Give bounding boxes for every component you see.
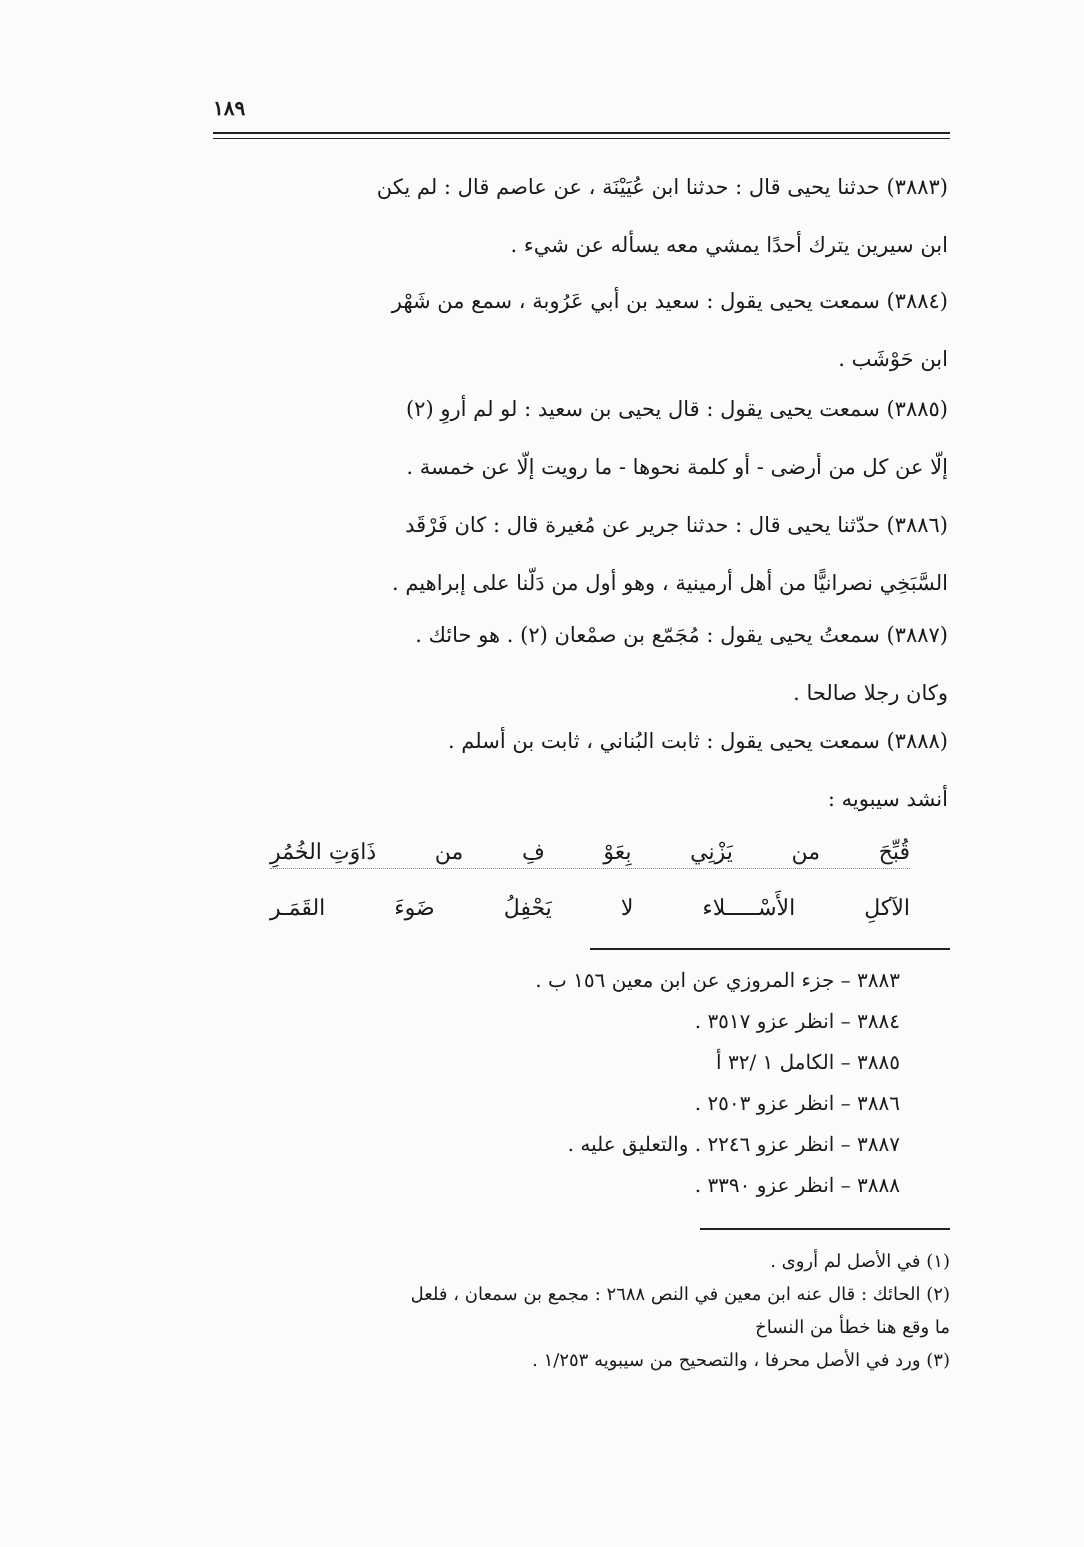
poem-word: فِ [521, 839, 545, 865]
paragraph-line: إلّا عن كل من أرضى - أو كلمة نحوها - ما رويت إلّا عن خمسة . [406, 455, 948, 479]
paragraph-line: السَّبَخِي نصرانيًّا من أهل أرمينية ، وهو أول من دَلّنا على إبراهيم . [391, 571, 948, 595]
paragraph-line: ابن سيرين يترك أحدًا يمشي معه يسأله عن شيء . [510, 233, 948, 257]
paragraph-line: (٣٨٨٣) حدثنا يحيى قال : حدثنا ابن عُيَيْنَة ، عن عاصم قال : لم يكن [376, 175, 948, 199]
paragraph-3888 [220, 712, 948, 828]
reference-note: ٣٨٨٦ – انظر عزو ٢٥٠٣ . [694, 1091, 900, 1115]
poem-word: من [434, 839, 464, 865]
footnote: (١) في الأصل لم أروى . [770, 1251, 950, 1272]
footnote: (٢) الحائك : قال عنه ابن معين في النص ٢٦٨٨ : مجمع بن سمعان ، فلعل [410, 1284, 950, 1305]
paragraph-3887 [220, 606, 948, 722]
poem-word: يَزْنِي [690, 839, 733, 865]
poem-word: من [791, 839, 821, 865]
paragraph-3885 [220, 380, 948, 496]
poem-word: لا [620, 895, 634, 921]
footnote: (٣) ورد في الأصل محرفا ، والتصحيح من سيبويه ١/٢٥٣ . [532, 1350, 950, 1371]
reference-notes [470, 960, 900, 1206]
poem-line-1 [270, 824, 910, 880]
poem-word: قُبِّحَ [878, 839, 910, 865]
paragraph-line: (٣٨٨٤) سمعت يحيى يقول : سعيد بن أبي عَرُوبة ، سمع من شَهْر [391, 289, 948, 313]
reference-note: ٣٨٨٤ – انظر عزو ٣٥١٧ . [694, 1009, 900, 1033]
footnotes [205, 1245, 950, 1377]
page-number: ١٨٩ [213, 96, 246, 120]
paragraph-3886 [220, 496, 948, 612]
poem-word: يَحْفِلُ [503, 895, 552, 921]
header-rule [213, 132, 950, 134]
reference-note: ٣٨٨٨ – انظر عزو ٣٣٩٠ . [694, 1173, 900, 1197]
poem-word: ذَاوَتِ الخُمُرِ [270, 839, 377, 865]
paragraph-line: وكان رجلا صالحا . [793, 681, 948, 705]
paragraph-line: (٣٨٨٧) سمعتُ يحيى يقول : مُجَمّع بن صمْعان (٢) . هو حائك . [415, 623, 948, 647]
reference-note: ٣٨٨٣ – جزء المروزي عن ابن معين ١٥٦ ب . [535, 968, 900, 992]
reference-note: ٣٨٨٥ – الكامل ١ /٣٢ أ [716, 1050, 900, 1074]
header-rule-thin [213, 138, 950, 139]
paragraph-line: أنشد سيبويه : [827, 787, 948, 811]
poem-line-2 [270, 880, 910, 936]
poem-divider [270, 868, 910, 869]
paragraph-3884 [220, 272, 948, 388]
notes-rule [590, 948, 950, 950]
poem-word: الآكلِ [864, 895, 910, 921]
footnote: ما وقع هنا خطأ من النساخ [755, 1317, 950, 1338]
poem-verse [270, 824, 910, 936]
paragraph-line: (٣٨٨٨) سمعت يحيى يقول : ثابت البُناني ، ثابت بن أسلم . [447, 729, 948, 753]
paragraph-line: ابن حَوْشَب . [838, 347, 948, 371]
poem-word: بِعَوْ [603, 839, 632, 865]
poem-word: القَمَـر [270, 895, 326, 921]
footnote-rule [700, 1228, 950, 1230]
paragraph-line: (٣٨٨٥) سمعت يحيى يقول : قال يحيى بن سعيد : لو لم أروِ (٢) [405, 397, 948, 421]
reference-note: ٣٨٨٧ – انظر عزو ٢٢٤٦ . والتعليق عليه . [567, 1132, 900, 1156]
poem-word: ضَوءَ [394, 895, 435, 921]
paragraph-3883 [220, 158, 948, 274]
paragraph-line: (٣٨٨٦) حدّثنا يحيى قال : حدثنا جرير عن مُغيرة قال : كان فَرْقَد [405, 513, 948, 537]
poem-word: الأَسْـــــلاء [702, 895, 796, 921]
